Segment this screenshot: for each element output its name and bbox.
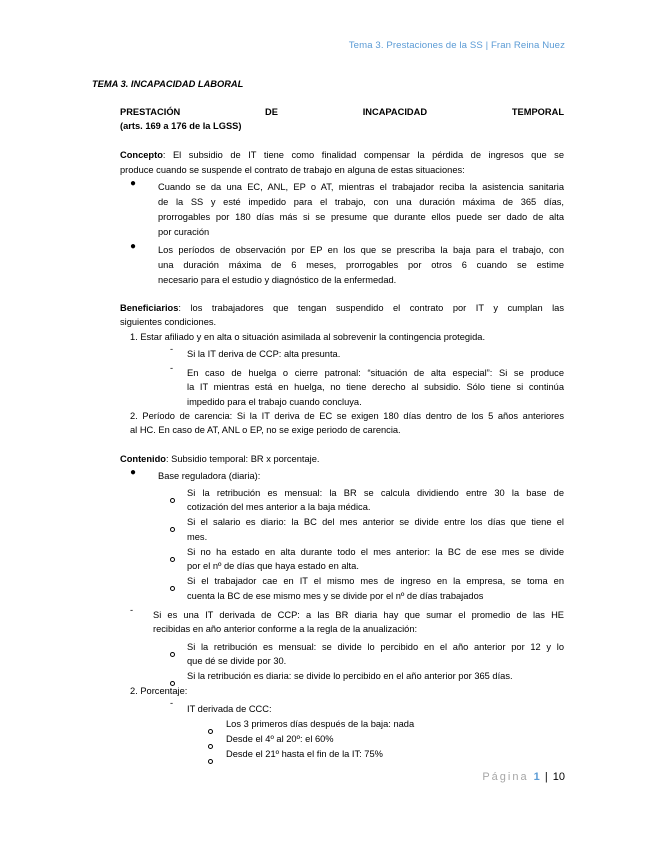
heading-word: INCAPACIDAD (362, 107, 428, 117)
section-articles: (arts. 169 a 176 de la LGSS) (120, 121, 242, 131)
numbered-item: 2. Porcentaje: (130, 686, 188, 696)
concepto-line: produce cuando se suspende el contrato de trabajo en alguna de estas situaciones: (120, 165, 465, 175)
page-total: 10 (552, 771, 565, 783)
sub-item-line: Si la retribución es diaria: se divide lo percibido en el año anterior por 365 días. (187, 671, 513, 681)
circle-bullet-icon (170, 519, 175, 537)
sub-item-line: En caso de huelga o cierre patronal: “situación de alta especial”: Si se produce (187, 368, 564, 378)
list-item-line: de la SS y esté impedido para el trabajo, con una duración máxima de 365 días, (158, 197, 564, 207)
sub-sub-item-line: Desde el 4º al 20º: el 60% (226, 734, 334, 744)
dash-icon: - (170, 698, 174, 708)
sub-item-line: IT derivada de CCC: (187, 704, 272, 714)
sub-item-line: cuenta la BC de ese mismo mes y se divide por el nº de días trabajados (187, 591, 484, 601)
dash-icon: - (170, 363, 174, 373)
list-item-line: por curación (158, 227, 210, 237)
document-title: TEMA 3. INCAPACIDAD LABORAL (92, 79, 244, 89)
sub-item-line: Si el trabajador cae en IT el mismo mes de ingreso en la empresa, se toma en (187, 576, 564, 586)
numbered-item: al HC. En caso de AT, ANL o EP, no se exige periodo de carencia. (130, 425, 401, 435)
contenido-label: Contenido (120, 454, 166, 464)
beneficiarios-line: siguientes condiciones. (120, 317, 217, 327)
list-item-line: Cuando se da una EC, ANL, EP o AT, mientras el trabajador reciba la asistencia sanitaria (158, 182, 564, 192)
numbered-item: 2. Período de carencia: Si la IT deriva de EC se exigen 180 días dentro de los 5 años anteriores (130, 411, 564, 421)
concepto-label: Concepto (120, 150, 163, 160)
circle-bullet-icon (170, 644, 175, 662)
sub-item-line: Si la retribución es mensual: se divide lo percibido en el año anterior por 12 y lo (187, 642, 564, 652)
sub-item-line: cotización del mes anterior a la baja médica. (187, 502, 371, 512)
bullet-icon: ● (130, 241, 137, 252)
contenido-text: : Subsidio temporal: BR x porcentaje. (165, 454, 320, 464)
bullet-icon: ● (130, 467, 137, 478)
beneficiarios-label: Beneficiarios (120, 303, 179, 313)
list-item-line: Base reguladora (diaria): (158, 471, 261, 481)
page-number: 1 (533, 771, 540, 783)
sub-sub-item-line: Desde el 21º hasta el fin de la IT: 75% (226, 749, 383, 759)
sub-item-line: Si el salario es diario: la BC del mes anterior se divide entre los días que tiene el (187, 517, 564, 527)
list-item-line: una duración máxima de 6 meses, prorrogables por otros 6 cuando se estime (158, 260, 564, 270)
footer-separator: | (544, 771, 548, 783)
sub-item-line: que dé se divide por 30. (187, 656, 287, 666)
sub-item-line: Si la IT deriva de CCP: alta presunta. (187, 349, 341, 359)
sub-item-line: Si la retribución es mensual: la BR se calcula dividiendo entre 30 la base de (187, 488, 564, 498)
circle-bullet-icon (208, 751, 213, 769)
dash-icon: - (130, 605, 134, 615)
list-item-line: recibidas en año anterior conforme a la regla de la anualización: (153, 624, 418, 634)
heading-word: PRESTACIÓN (120, 107, 181, 117)
sub-item-line: mes. (187, 532, 208, 542)
section-heading (120, 105, 564, 120)
dash-icon: - (170, 344, 174, 354)
sub-item-line: por el nº de días que haya estado en alta. (187, 561, 359, 571)
sub-item-line: impedido para el trabajo cuando concluya. (187, 397, 362, 407)
heading-word: TEMPORAL (511, 107, 564, 117)
heading-word: DE (265, 107, 278, 117)
list-item-line: Si es una IT derivada de CCP: a las BR diaria hay que sumar el promedio de las HE (153, 610, 564, 620)
page-header: Tema 3. Prestaciones de la SS | Fran Reina Nuez (348, 40, 565, 51)
contenido-line (120, 452, 319, 467)
numbered-item: 1. Estar afiliado y en alta o situación asimilada al sobrevenir la contingencia protegida. (130, 332, 486, 342)
list-item-line: prorrogables por 180 días más si se presume que durante ellos puede ser dado de alta (158, 212, 564, 222)
circle-bullet-icon (170, 490, 175, 508)
list-item-line: necesario para el estudio y diagnóstico de la enfermedad. (158, 275, 397, 285)
page-footer (482, 771, 565, 783)
sub-item-line: Si no ha estado en alta durante todo el mes anterior: la BC de ese mes se divide (187, 547, 564, 557)
beneficiarios-line (120, 301, 564, 316)
sub-sub-item-line: Los 3 primeros días después de la baja: nada (226, 719, 415, 729)
list-item-line: Los períodos de observación por EP en los que se prescriba la baja para el trabajo, con (158, 245, 564, 255)
concepto-line (120, 148, 564, 163)
circle-bullet-icon (170, 549, 175, 567)
footer-label: Página (482, 771, 529, 783)
concepto-text: : El subsidio de IT tiene como finalidad compensar la pérdida de ingresos que se (162, 150, 564, 160)
bullet-icon: ● (130, 178, 137, 189)
circle-bullet-icon (170, 578, 175, 596)
sub-item-line: la IT mientras está en huelga, no tiene derecho al subsidio. Sólo tiene si continúa (187, 382, 564, 392)
beneficiarios-text: : los trabajadores que tengan suspendido el contrato por IT y cumplan las (178, 303, 564, 313)
